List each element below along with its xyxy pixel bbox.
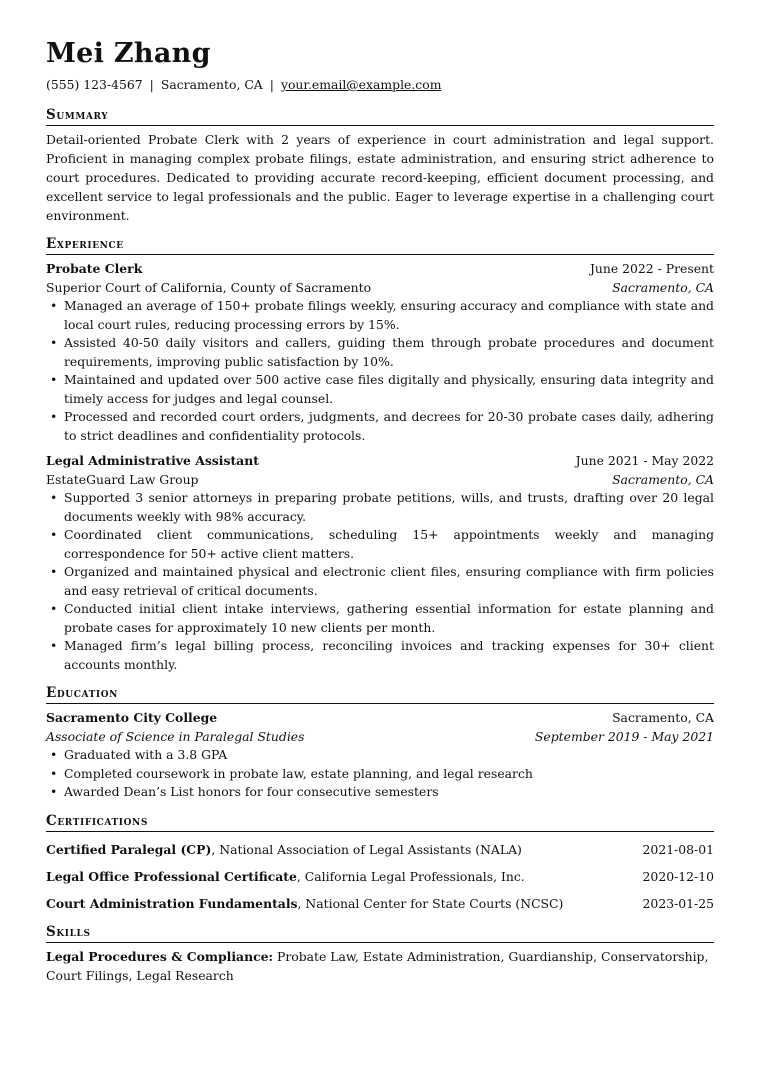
bullet-text: Completed coursework in probate law, estate planning, and legal research: [64, 765, 533, 781]
list-item: [46, 489, 714, 526]
section-title-skills: Skills: [46, 923, 714, 943]
bullet-icon: •: [50, 638, 58, 653]
certification-issuer: , California Legal Professionals, Inc.: [296, 868, 525, 884]
job-bullets: [46, 297, 714, 445]
certification-date: 2021-08-01: [642, 841, 714, 857]
section-title-education: Education: [46, 684, 714, 704]
bullet-text: Assisted 40-50 daily visitors and callers, guiding them through probate procedures and document requirements, improving public satisfaction by 10%.: [64, 335, 714, 369]
separator: |: [269, 77, 274, 92]
job-title: Legal Administrative Assistant: [46, 453, 259, 468]
section-title-certifications: Certifications: [46, 812, 714, 832]
bullet-icon: •: [50, 335, 58, 350]
list-item: [46, 526, 714, 563]
candidate-name: Mei Zhang: [46, 38, 211, 69]
list-item: [46, 297, 714, 334]
school-name: Sacramento City College: [46, 710, 218, 725]
employer: EstateGuard Law Group: [46, 472, 199, 487]
experience-entry: [46, 451, 714, 674]
bullet-icon: •: [50, 784, 58, 799]
list-item: [46, 371, 714, 408]
list-item: [46, 765, 714, 784]
skills-line: [46, 947, 714, 985]
job-dates: June 2021 - May 2022: [575, 453, 714, 468]
separator: |: [149, 77, 154, 92]
bullet-text: Managed an average of 150+ probate filings weekly, ensuring accuracy and compliance with state and local court rules, reducing processing errors by 15%.: [64, 298, 714, 332]
summary-text: Detail-oriented Probate Clerk with 2 years of experience in court administration and legal support. Proficient in managing complex probate filings, estate administration, and ensuring strict adherence to court procedures. Dedicated to providing accurate record-keeping, efficient document processing, and excellent service to legal professionals and the public. Eager to leverage expertise in a challenging court environment.: [46, 132, 714, 223]
location: Sacramento, CA: [160, 77, 263, 92]
bullet-text: Organized and maintained physical and electronic client files, ensuring compliance with firm policies and easy retrieval of critical documents.: [64, 564, 714, 598]
list-item: [46, 746, 714, 765]
bullet-icon: •: [50, 490, 58, 505]
bullet-icon: •: [50, 372, 58, 387]
bullet-text: Maintained and updated over 500 active case files digitally and physically, ensuring data integrity and timely access for judges and legal counsel.: [64, 372, 714, 406]
email-link[interactable]: your.email@example.com: [280, 77, 442, 92]
list-item: [46, 408, 714, 445]
certification-issuer: , National Association of Legal Assistants (NALA): [211, 841, 522, 857]
school-location: Sacramento, CA: [612, 710, 714, 725]
job-bullets: [46, 489, 714, 674]
certification-name: Certified Paralegal (CP): [46, 841, 212, 857]
bullet-icon: •: [50, 564, 58, 579]
bullet-icon: •: [50, 409, 58, 424]
bullet-text: Conducted initial client intake interviews, gathering essential information for estate planning and probate cases for approximately 10 new clients per month.: [64, 601, 714, 635]
education-bullets: [46, 746, 714, 802]
bullet-text: Processed and recorded court orders, judgments, and decrees for 20-30 probate cases daily, adhering to strict deadlines and confidentiality protocols.: [64, 409, 714, 443]
certification-item: [46, 863, 714, 890]
certification-name: Court Administration Fundamentals: [46, 895, 298, 911]
list-item: [46, 600, 714, 637]
certification-name: Legal Office Professional Certificate: [46, 868, 297, 884]
phone-number: (555) 123-4567: [46, 77, 143, 92]
bullet-text: Coordinated client communications, scheduling 15+ appointments weekly and managing correspondence for 50+ active client matters.: [64, 527, 714, 561]
certification-item: [46, 890, 714, 917]
list-item: [46, 334, 714, 371]
education-entry: [46, 708, 714, 802]
bullet-text: Managed firm’s legal billing process, reconciling invoices and tracking expenses for 30+ client accounts monthly.: [64, 638, 714, 672]
section-title-experience: Experience: [46, 235, 714, 255]
job-title: Probate Clerk: [46, 261, 143, 276]
degree: Associate of Science in Paralegal Studies: [46, 729, 305, 744]
bullet-text: Awarded Dean’s List honors for four consecutive semesters: [64, 784, 439, 799]
contact-line: [46, 76, 714, 94]
list-item: [46, 563, 714, 600]
experience-entry: [46, 259, 714, 445]
job-location: Sacramento, CA: [612, 472, 714, 487]
skills-label: Legal Procedures & Compliance:: [46, 948, 274, 964]
certification-date: 2020-12-10: [642, 868, 714, 884]
bullet-icon: •: [50, 527, 58, 542]
bullet-text: Graduated with a 3.8 GPA: [64, 747, 228, 762]
bullet-icon: •: [50, 747, 58, 762]
certifications-list: [46, 836, 714, 917]
bullet-icon: •: [50, 601, 58, 616]
certification-issuer: , National Center for State Courts (NCSC): [297, 895, 564, 911]
job-location: Sacramento, CA: [612, 280, 714, 295]
employer: Superior Court of California, County of Sacramento: [46, 280, 372, 295]
list-item: [46, 637, 714, 674]
education-dates: September 2019 - May 2021: [534, 729, 714, 744]
job-dates: June 2022 - Present: [589, 261, 714, 276]
section-title-summary: Summary: [46, 106, 714, 126]
list-item: [46, 783, 714, 802]
bullet-icon: •: [50, 765, 58, 781]
skills-text: Probate Law, Estate Administration, Guardianship, Conservatorship, Court Filings, Legal Research: [46, 948, 709, 983]
certification-item: [46, 836, 714, 863]
bullet-icon: •: [50, 298, 58, 313]
bullet-text: Supported 3 senior attorneys in preparing probate petitions, wills, and trusts, drafting over 20 legal documents weekly with 98% accuracy.: [64, 490, 714, 524]
certification-date: 2023-01-25: [642, 895, 714, 911]
